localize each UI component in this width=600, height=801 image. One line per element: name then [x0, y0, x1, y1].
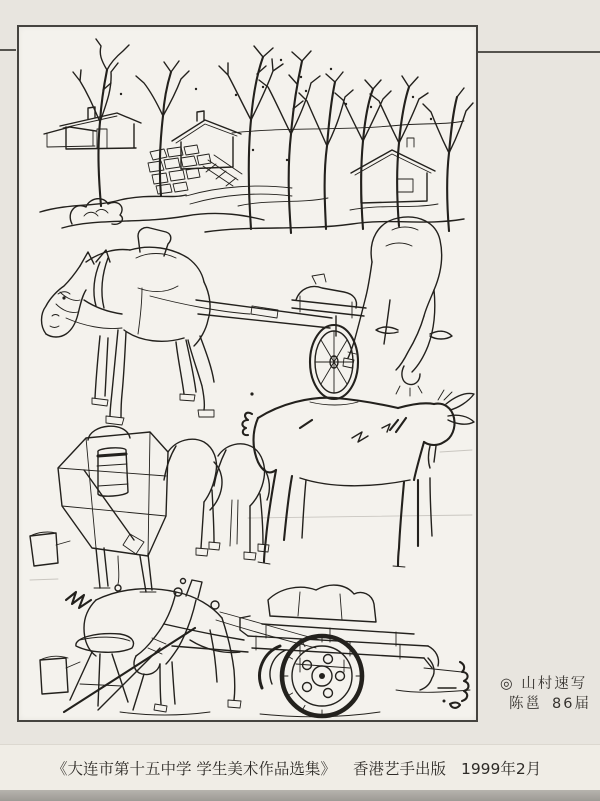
artist-name: 陈邕	[509, 696, 542, 712]
sketch-donkey-rear-grazing	[343, 217, 452, 396]
artist-signature-mark	[438, 662, 469, 708]
sketch-goat	[242, 390, 474, 567]
publish-date: 1999年2月	[460, 760, 542, 778]
artist-class-year: 86届	[552, 696, 591, 712]
book-title: 《大连市第十五中学 学生美术作品选集》	[52, 760, 336, 778]
sketch-harnessed-horse-cart	[42, 227, 367, 425]
artwork-caption	[500, 674, 591, 714]
sketch-village-scene	[40, 39, 473, 233]
artwork-title: 山村速写	[521, 676, 588, 692]
page-bottom-shadow	[0, 790, 600, 801]
footer-caption	[52, 757, 582, 779]
artwork-caption-line2	[500, 694, 591, 714]
caption-marker: ◎	[500, 676, 515, 692]
sketch-loaded-cart-horses	[30, 426, 269, 592]
artwork-caption-line1	[500, 674, 591, 694]
publisher: 香港艺手出版	[352, 760, 446, 778]
sketch-horse-feeding-cart	[40, 579, 470, 717]
pencil-guide-lines	[30, 450, 472, 580]
